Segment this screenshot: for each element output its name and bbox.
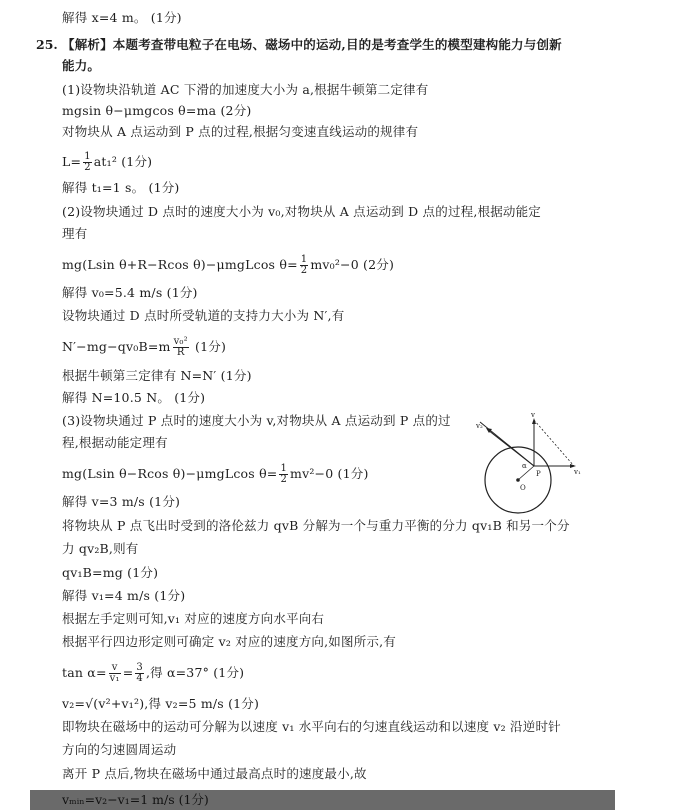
- text-line: 离开 P 点后,物块在磁场中通过最高点时的速度最小,故: [62, 766, 367, 781]
- fraction: [83, 152, 92, 173]
- text-line: 根据平行四边形定则可确定 v₂ 对应的速度方向,如图所示,有: [62, 634, 396, 649]
- denominator: v₁: [109, 673, 120, 684]
- formula-part: N′−mg−qv₀B=m: [62, 339, 171, 354]
- numerator: v₀²: [173, 336, 188, 347]
- text-line: 解得 x=4 m。 (1分): [62, 10, 182, 25]
- formula-part: tan α=: [62, 665, 107, 680]
- numerator: 3: [136, 662, 143, 673]
- formula-part: mv²−0 (1分): [290, 466, 369, 481]
- text-line: 方向的匀速圆周运动: [62, 742, 177, 757]
- denominator: R: [176, 347, 185, 358]
- text-line: 解得 v₀=5.4 m/s (1分): [62, 285, 198, 300]
- text-line: 理有: [62, 226, 88, 241]
- text-line: 解得 t₁=1 s。 (1分): [62, 180, 180, 195]
- text-line: 程,根据动能定理有: [62, 435, 168, 450]
- text-line: 解得 v₁=4 m/s (1分): [62, 588, 186, 603]
- formula-line: mgsin θ−μmgcos θ=ma (2分): [62, 103, 252, 118]
- text-line: 能力。: [62, 58, 101, 73]
- formula-line: [62, 152, 152, 173]
- denominator: 4: [136, 673, 143, 684]
- denominator: 2: [300, 265, 308, 276]
- numerator: v: [109, 663, 121, 674]
- formula-line: qv₁B=mg (1分): [62, 565, 159, 580]
- denominator: 2: [280, 474, 288, 485]
- question-number: 25.: [36, 37, 58, 52]
- velocity-diagram: [474, 408, 586, 516]
- parallelogram-side: [534, 420, 574, 466]
- formula-line: [62, 337, 226, 358]
- formula-part: ,得 α=37° (1分): [145, 665, 245, 680]
- denominator: 2: [84, 162, 91, 173]
- formula-part: mg(Lsin θ+R−Rcos θ)−μmgLcos θ=: [62, 257, 298, 272]
- formula-part: =: [122, 665, 134, 680]
- formula-line: [62, 663, 244, 684]
- label-v1: v₁: [574, 468, 581, 476]
- text-line: (1)设物块沿轨道 AC 下滑的加速度大小为 a,根据牛顿第二定律有: [62, 82, 429, 97]
- fraction: [300, 255, 309, 276]
- label-p: P: [536, 470, 541, 478]
- text-line: (2)设物块通过 D 点时的速度大小为 v₀,对物块从 A 点运动到 D 点的过程,根据动能定: [62, 204, 542, 219]
- numerator: 1: [280, 463, 288, 474]
- label-alpha: α: [522, 462, 527, 470]
- text-line: 根据牛顿第三定律有 N=N′ (1分): [62, 368, 252, 383]
- text-line: 对物块从 A 点运动到 P 点的过程,根据匀变速直线运动的规律有: [62, 124, 419, 139]
- text-line: (3)设物块通过 P 点时的速度大小为 v,对物块从 A 点运动到 P 点的过: [62, 413, 451, 428]
- numerator: 1: [300, 254, 308, 265]
- fraction: [109, 663, 121, 684]
- formula-line: vₘᵢₙ=v₂−v₁=1 m/s (1分): [62, 792, 209, 807]
- fraction: [279, 464, 288, 485]
- label-o: O: [520, 484, 526, 492]
- text-line: 力 qv₂B,则有: [62, 541, 139, 556]
- formula-line: v₂=√(v²+v₁²),得 v₂=5 m/s (1分): [62, 696, 260, 711]
- text-line: 设物块通过 D 点时所受轨道的支持力大小为 N′,有: [62, 308, 345, 323]
- label-v2: v₂: [476, 422, 483, 430]
- analysis-heading: 【解析】本题考查带电粒子在电场、磁场中的运动,目的是考查学生的模型建构能力与创新: [62, 37, 562, 52]
- text-line: 将物块从 P 点飞出时受到的洛伦兹力 qvB 分解为一个与重力平衡的分力 qv₁B 和另一个分: [62, 518, 570, 533]
- formula-part: mv₀²−0 (2分): [310, 257, 395, 272]
- text-line: 即物块在磁场中的运动可分解为以速度 v₁ 水平向右的匀速直线运动和以速度 v₂ 沿逆时针: [62, 719, 561, 734]
- label-v: v: [531, 411, 535, 419]
- text-line: 根据左手定则可知,v₁ 对应的速度方向水平向右: [62, 611, 325, 626]
- text-line: 解得 N=10.5 N。 (1分): [62, 390, 206, 405]
- formula-part: at₁² (1分): [93, 154, 153, 169]
- formula-line: [62, 464, 369, 485]
- formula-part: L=: [62, 154, 82, 169]
- formula-part: mg(Lsin θ−Rcos θ)−μmgLcos θ=: [62, 466, 278, 481]
- fraction: [173, 337, 189, 358]
- text-line: 解得 v=3 m/s (1分): [62, 494, 181, 509]
- formula-line: [62, 255, 394, 276]
- numerator: 1: [84, 151, 91, 162]
- fraction: [135, 663, 144, 684]
- formula-part: (1分): [190, 339, 227, 354]
